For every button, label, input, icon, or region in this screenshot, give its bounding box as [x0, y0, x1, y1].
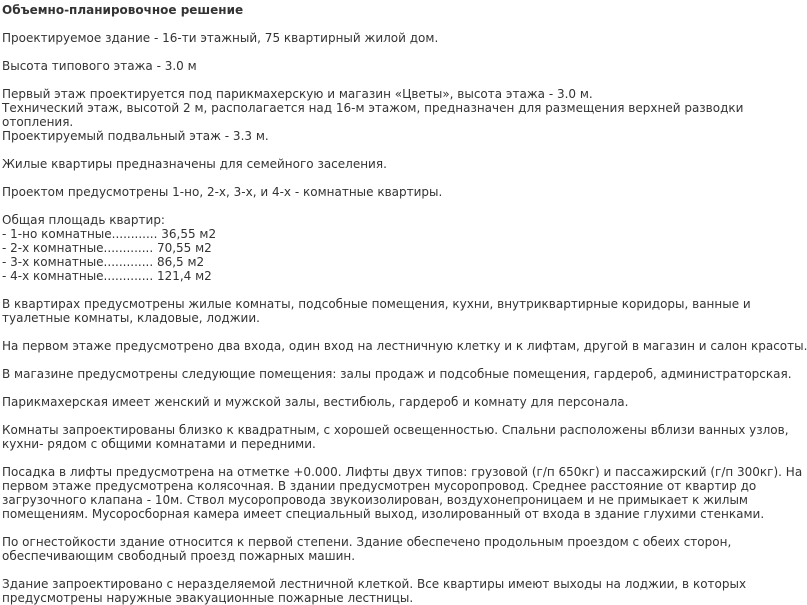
paragraph-line: Высота типового этажа - 3.0 м: [2, 59, 197, 73]
paragraph-line: загрузочного клапана - 10м. Ствол мусоропровода звукоизолирован, воздухонепроницаем и не примыкает к жилым: [2, 493, 748, 507]
paragraph-line: Проектом предусмотрены 1-но, 2-х, 3-х, и 4-х - комнатные квартиры.: [2, 185, 443, 199]
paragraph-line: Технический этаж, высотой 2 м, располагается над 16-м этажом, предназначен для размещения верхней разводки: [2, 101, 744, 115]
paragraph: [2, 59, 700, 73]
paragraph: [2, 339, 807, 353]
paragraph-line: первом этаже предусмотрена колясочная. В здании предусмотрен мусоропровод. Среднее расстояние от квартир до: [2, 479, 757, 493]
paragraph-line: Здание запроектировано с неразделяемой лестничной клеткой. Все квартиры имеют выходы на лоджии, в которых: [2, 577, 747, 591]
paragraph-line: Проектируемый подвальный этаж - 3.3 м.: [2, 129, 269, 143]
paragraph-line: Жилые квартиры предназначены для семейного заселения.: [2, 157, 387, 171]
paragraph-line: По огнестойкости здание относится к первой степени. Здание обеспечено продольным проездом с обеих сторон,: [2, 535, 732, 549]
paragraph-line: В квартирах предусмотрены жилые комнаты, подсобные помещения, кухни, внутриквартирные коридоры, ванные и: [2, 297, 751, 311]
paragraph-line: предусмотрены наружные эвакуационные пожарные лестницы.: [2, 591, 414, 605]
paragraph-line: Первый этаж проектируется под парикмахерскую и магазин «Цветы», высота этажа - 3.0 м.: [2, 87, 593, 101]
paragraph: [2, 157, 700, 171]
paragraph: [2, 395, 700, 409]
paragraph-line: Комнаты запроектированы близко к квадратным, с хорошей освещенностью. Спальни расположены вблизи ванных узлов,: [2, 423, 789, 437]
paragraph-line: Парикмахерская имеет женский и мужской залы, вестибюль, гардероб и комнату для персонала.: [2, 395, 629, 409]
paragraph: [2, 185, 700, 199]
paragraph-line: Общая площадь квартир:: [2, 213, 165, 227]
paragraph-line: обеспечивающим свободный проезд пожарных машин.: [2, 549, 356, 563]
paragraph-line: - 2-х комнатные............. 70,55 м2: [2, 241, 212, 255]
paragraph-line: На первом этаже предусмотрено два входа, один вход на лестничную клетку и к лифтам, другой в магазин и салон красоты.: [2, 339, 807, 353]
paragraph: [2, 423, 789, 451]
paragraph: [2, 213, 700, 283]
paragraph-line: помещениям. Мусоросборная камера имеет специальный выход, изолированный от входа в здание глухими стенками.: [2, 507, 765, 521]
paragraph: [2, 367, 792, 381]
paragraph-line: туалетные комнаты, кладовые, лоджии.: [2, 311, 260, 325]
paragraph-line: кухни- рядом с общими комнатами и передними.: [2, 437, 316, 451]
paragraph: [2, 31, 700, 45]
paragraph-line: Проектируемое здание - 16-ти этажный, 75 квартирный жилой дом.: [2, 31, 439, 45]
paragraph-line: - 4-х комнатные............. 121,4 м2: [2, 269, 212, 283]
paragraph-line: Посадка в лифты предусмотрена на отметке +0.000. Лифты двух типов: грузовой (г/п 650кг) и пассажирский (г/п 300кг). На: [2, 465, 803, 479]
paragraph: [2, 535, 732, 563]
paragraph: [2, 87, 744, 143]
paragraph-line: - 1-но комнатные............ 36,55 м2: [2, 227, 217, 241]
paragraph-line: - 3-х комнатные............. 86,5 м2: [2, 255, 205, 269]
paragraph-line: отопления.: [2, 115, 74, 129]
document-body: [2, 31, 807, 605]
paragraph-line: В магазине предусмотрены следующие помещения: залы продаж и подсобные помещения, гардероб, администраторская.: [2, 367, 792, 381]
document-title: Объемно-планировочное решение: [2, 3, 244, 17]
paragraph: [2, 577, 747, 605]
paragraph: [2, 465, 803, 521]
paragraph: [2, 297, 751, 325]
